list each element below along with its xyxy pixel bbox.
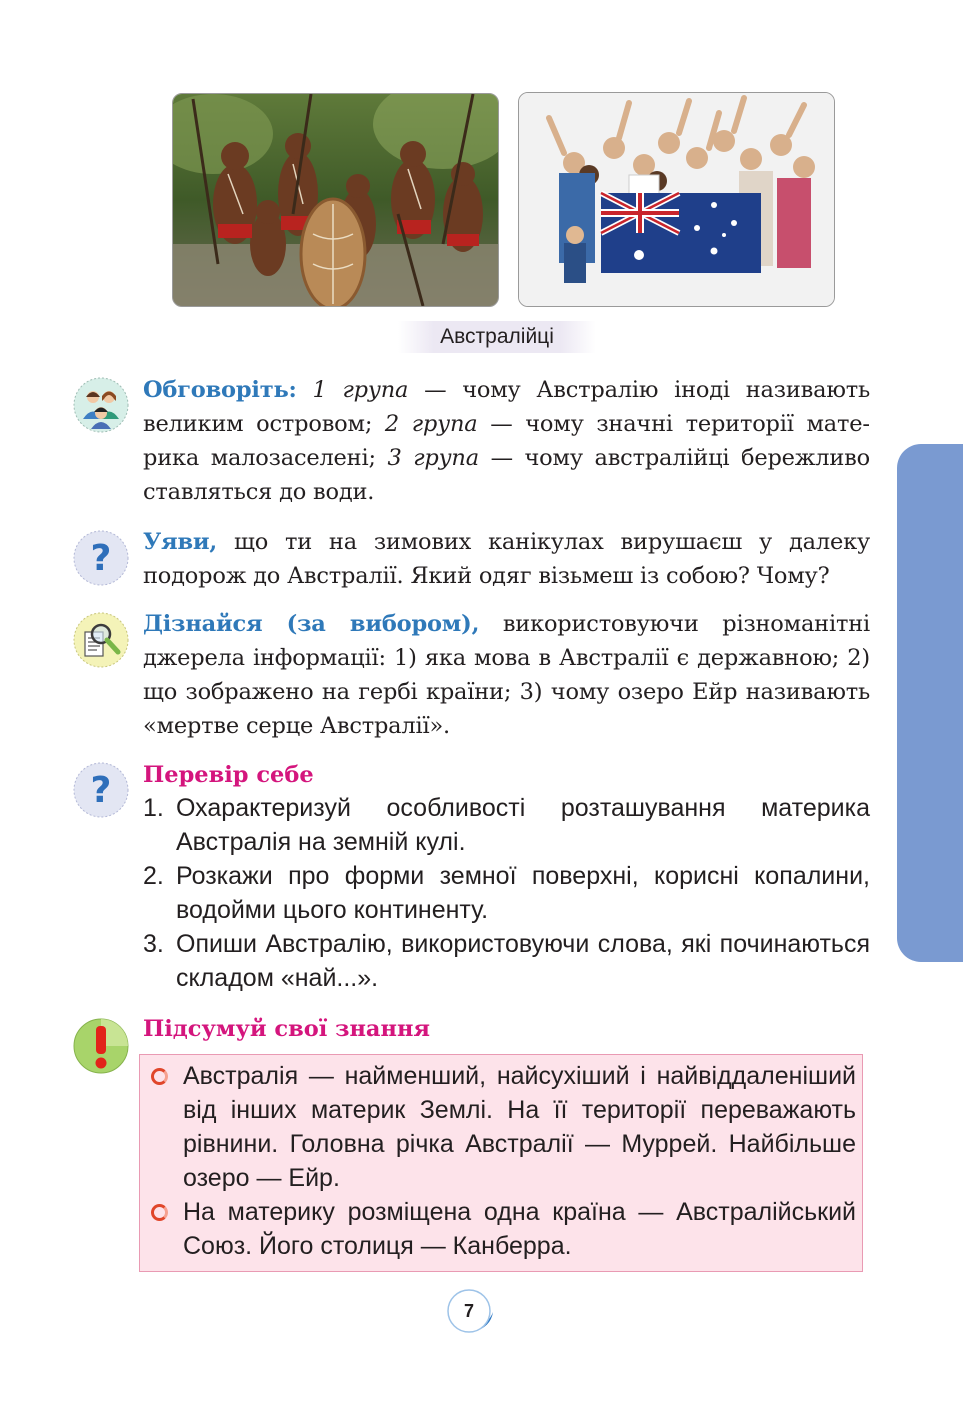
side-tab bbox=[897, 444, 963, 962]
group-1-label: 1 група bbox=[312, 377, 409, 403]
page-number: 7 bbox=[463, 1301, 474, 1321]
question-item bbox=[143, 791, 870, 859]
summary-text: Австралія — найменший, найсухіший і найвіддаленіший від інших материк Землі. На її території переважають рівнини. Головна річка Австралії — Муррей. Найбільше озеро — Ейр. bbox=[183, 1062, 856, 1192]
circle-bullet-icon bbox=[151, 1068, 168, 1085]
discuss-task bbox=[143, 373, 870, 509]
question-text: Опиши Австралію, використовуючи слова, які починаються складом «най...». bbox=[176, 930, 870, 992]
svg-text:?: ? bbox=[90, 538, 112, 579]
summary-item bbox=[149, 1195, 856, 1263]
photo-australians-with-flag bbox=[518, 92, 835, 307]
group-2-text: — чому значні території материка малозаселені; bbox=[143, 411, 870, 471]
group-2-label: 2 група bbox=[384, 411, 478, 437]
group-discussion-icon bbox=[73, 377, 129, 433]
group-1-text: — чому Австралію іноді називають великим островом; bbox=[143, 377, 871, 437]
summary-heading: Підсумуй свої знання bbox=[143, 1016, 431, 1042]
summary-text: На материку розміщена одна країна — Австралійський Союз. Його столиця — Канберра. bbox=[183, 1198, 856, 1260]
summary-item bbox=[149, 1059, 856, 1195]
question-text: Охарактеризуй особливості розташування материка Австралія на земній кулі. bbox=[176, 794, 870, 856]
question-number: 3. bbox=[143, 930, 164, 958]
question-icon bbox=[73, 530, 129, 586]
question-number: 2. bbox=[143, 862, 164, 890]
question-item bbox=[143, 927, 870, 995]
magnifier-document-icon bbox=[73, 612, 129, 668]
findout-task bbox=[143, 607, 870, 743]
page-number-badge bbox=[445, 1288, 497, 1340]
group-3-label: 3 група bbox=[387, 445, 479, 471]
imagine-task bbox=[143, 525, 870, 593]
findout-text: використовуючи різноманітні джерела інформації: 1) яка мова в Австралії є державною; 2) що зображено на гербі країни; 3) чому озеро Ейр називають «мертве серце Австралії». bbox=[143, 611, 871, 739]
findout-label: Дізнайся (за вибором), bbox=[143, 611, 480, 637]
question-icon bbox=[73, 762, 129, 818]
imagine-label: Уяви, bbox=[143, 529, 218, 555]
photo-aboriginal-australians bbox=[172, 93, 499, 307]
group-3-text: — чому австралійці бережливо ставляться до води. bbox=[143, 445, 870, 505]
check-questions-list bbox=[143, 791, 870, 995]
imagine-text: що ти на зимових канікулах вирушаєш у далеку подорож до Австралії. Який одяг візьмеш із собою? Чому? bbox=[143, 529, 870, 589]
question-text: Розкажи про форми земної поверхні, корисні копалини, водойми цього континенту. bbox=[176, 862, 870, 924]
discuss-label: Обговоріть: bbox=[143, 377, 297, 403]
check-yourself-heading: Перевір себе bbox=[143, 762, 314, 788]
question-number: 1. bbox=[143, 794, 164, 822]
exclamation-icon bbox=[73, 1018, 129, 1074]
svg-text:?: ? bbox=[90, 770, 112, 811]
photo-caption: Австралійці bbox=[398, 321, 596, 353]
circle-bullet-icon bbox=[151, 1204, 168, 1221]
summary-list bbox=[149, 1059, 856, 1263]
question-item bbox=[143, 859, 870, 927]
